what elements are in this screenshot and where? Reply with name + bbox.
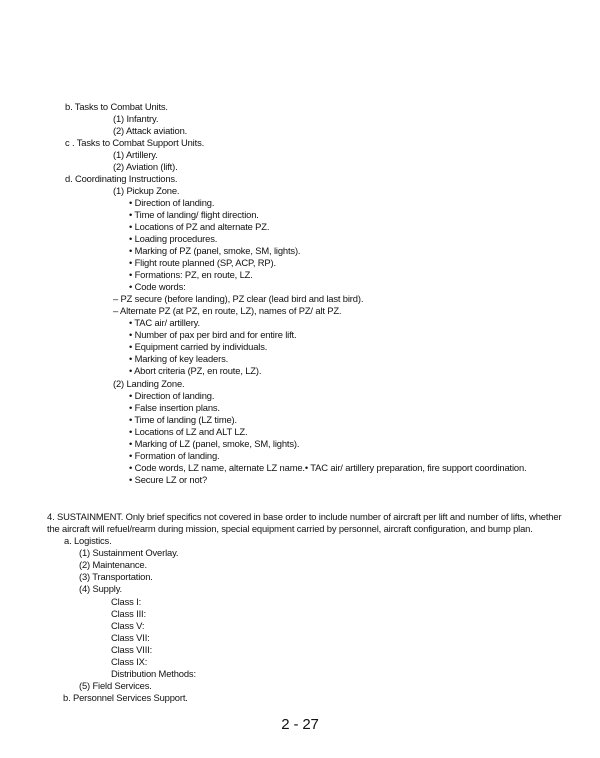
heading-personnel-services-support: b. Personnel Services Support. — [63, 692, 188, 703]
heading-logistics: a. Logistics. — [64, 535, 112, 546]
bullet-item: • Marking of key leaders. — [129, 353, 229, 364]
supply-class-item: Class VIII: — [111, 644, 153, 655]
bullet-item: • TAC air/ artillery. — [129, 317, 200, 328]
sustainment-paragraph-line-2: the aircraft will refuel/rearm during mission, special equipment carried by personnel, aircraft configuration, and bump plan. — [47, 523, 533, 534]
bullet-item: • Loading procedures. — [129, 233, 218, 244]
supply-class-item: Class I: — [111, 596, 142, 607]
bullet-item: • Secure LZ or not? — [129, 474, 208, 485]
bullet-item: • Time of landing (LZ time). — [129, 414, 237, 425]
bullet-item: • False insertion plans. — [129, 402, 220, 413]
supply-class-item: Class III: — [111, 608, 146, 619]
dash-item: – Alternate PZ (at PZ, en route, LZ), names of PZ/ alt PZ. — [113, 305, 342, 316]
supply-class-item: Class VII: — [111, 632, 150, 643]
list-item: (3) Transportation. — [79, 571, 153, 582]
list-item: (1) Infantry. — [113, 113, 159, 124]
bullet-item: • Code words, LZ name, alternate LZ name.• TAC air/ artillery preparation, fire support coordination. — [129, 462, 527, 473]
bullet-item: • Locations of LZ and ALT LZ. — [129, 426, 248, 437]
bullet-item: • Equipment carried by individuals. — [129, 341, 268, 352]
bullet-item: • Formations: PZ, en route, LZ. — [129, 269, 253, 280]
supply-class-item: Distribution Methods: — [111, 668, 196, 679]
list-item: (2) Attack aviation. — [113, 125, 188, 136]
bullet-item: • Abort criteria (PZ, en route, LZ). — [129, 365, 262, 376]
list-item: (1) Sustainment Overlay. — [79, 547, 179, 558]
bullet-item: • Marking of PZ (panel, smoke, SM, lights). — [129, 245, 301, 256]
page-number: 2 - 27 — [281, 716, 319, 733]
heading-pickup-zone: (1) Pickup Zone. — [113, 185, 180, 196]
bullet-item: • Time of landing/ flight direction. — [129, 209, 259, 220]
bullet-item: • Number of pax per bird and for entire lift. — [129, 329, 297, 340]
bullet-item: • Direction of landing. — [129, 197, 215, 208]
bullet-item: • Flight route planned (SP, ACP, RP). — [129, 257, 276, 268]
list-item: (4) Supply. — [79, 583, 122, 594]
list-item: (2) Maintenance. — [79, 559, 147, 570]
bullet-item: • Marking of LZ (panel, smoke, SM, lights). — [129, 438, 300, 449]
list-item: (1) Artillery. — [113, 149, 158, 160]
heading-landing-zone: (2) Landing Zone. — [113, 378, 185, 389]
heading-tasks-combat-support-units: c . Tasks to Combat Support Units. — [65, 137, 205, 148]
heading-tasks-combat-units: b. Tasks to Combat Units. — [65, 101, 168, 112]
supply-class-item: Class IX: — [111, 656, 148, 667]
bullet-item: • Formation of landing. — [129, 450, 220, 461]
list-item: (5) Field Services. — [79, 680, 152, 691]
list-item: (2) Aviation (lift). — [113, 161, 178, 172]
dash-item: – PZ secure (before landing), PZ clear (lead bird and last bird). — [113, 293, 364, 304]
bullet-item: • Direction of landing. — [129, 390, 215, 401]
heading-coordinating-instructions: d. Coordinating Instructions. — [65, 173, 178, 184]
bullet-item: • Code words: — [129, 281, 186, 292]
sustainment-paragraph-line-1: 4. SUSTAINMENT. Only brief specifics not covered in base order to include number of aircraft per lift and number of lifts, whether — [47, 511, 562, 522]
bullet-item: • Locations of PZ and alternate PZ. — [129, 221, 270, 232]
supply-class-item: Class V: — [111, 620, 145, 631]
